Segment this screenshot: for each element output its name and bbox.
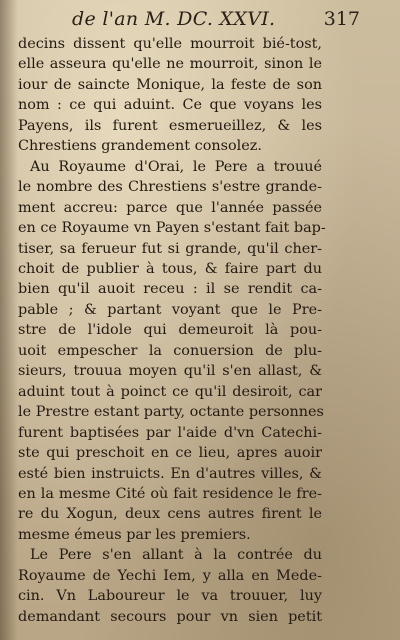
text-line: decins dissent qu'elle mourroit bié-tost, — [18, 36, 322, 52]
body-text — [18, 34, 326, 627]
text-line: sieurs, trouua moyen qu'il s'en allast, & — [18, 363, 322, 380]
text-line: stre de l'idole qui demeuroit là pou- — [18, 322, 322, 339]
text-line: ste qui preschoit en ce lieu, apres auoir — [18, 445, 322, 462]
text-line: en la mesme Cité où fait residence le fre- — [18, 485, 322, 502]
text-line: tiser, sa ferueur fut si grande, qu'il cher- — [18, 240, 322, 257]
text-line: uoit empescher la conuersion de plu- — [18, 342, 322, 359]
text-line: re du Xogun, deux cens autres firent le — [18, 506, 322, 523]
text-line: bien qu'il auoit receu : il se rendit ca- — [18, 281, 322, 298]
text-line: Payens, ils furent esmerueillez, & les — [18, 117, 322, 134]
page-number: 317 — [323, 8, 360, 30]
text-line: esté bien instruicts. En d'autres villes, & — [18, 465, 322, 482]
paragraph-first-line: Le Pere s'en allant à la contrée du — [30, 547, 322, 564]
text-line: Royaume de Yechi Iem, y alla en Mede- — [18, 567, 322, 584]
text-line: iour de saincte Monique, la feste de son — [18, 76, 322, 93]
text-line: furent baptisées par l'aide d'vn Catechi- — [18, 424, 322, 441]
text-line: mesme émeus par les premiers. — [18, 526, 251, 543]
gutter-shadow — [0, 0, 18, 640]
text-line: le Prestre estant party, octante personnes — [18, 404, 324, 421]
text-line: Chrestiens grandement consolez. — [18, 138, 262, 155]
text-line: pable ; & partant voyant que le Pre- — [18, 301, 322, 318]
text-line: en ce Royaume vn Payen s'estant fait bap- — [18, 220, 326, 237]
running-head-title: de l'an M. DC. XXVI. — [72, 8, 276, 30]
text-line: cin. Vn Laboureur le va trouuer, luy — [18, 588, 322, 605]
paragraph-first-line: Au Royaume d'Orai, le Pere a trouué — [30, 158, 322, 175]
text-line: aduint tout à poinct ce qu'il desiroit, car — [18, 383, 322, 400]
text-line: ment accreu: parce que l'année passée — [18, 199, 322, 216]
text-line: elle asseura qu'elle ne mourroit, sinon le — [18, 56, 322, 73]
text-line: demandant secours pour vn sien petit — [18, 608, 322, 625]
text-line: nom : ce qui aduint. Ce que voyans les — [18, 97, 322, 114]
running-head — [0, 6, 400, 34]
text-line: choit de publier à tous, & faire part du — [18, 260, 322, 277]
text-line: le nombre des Chrestiens s'estre grande- — [18, 179, 322, 196]
